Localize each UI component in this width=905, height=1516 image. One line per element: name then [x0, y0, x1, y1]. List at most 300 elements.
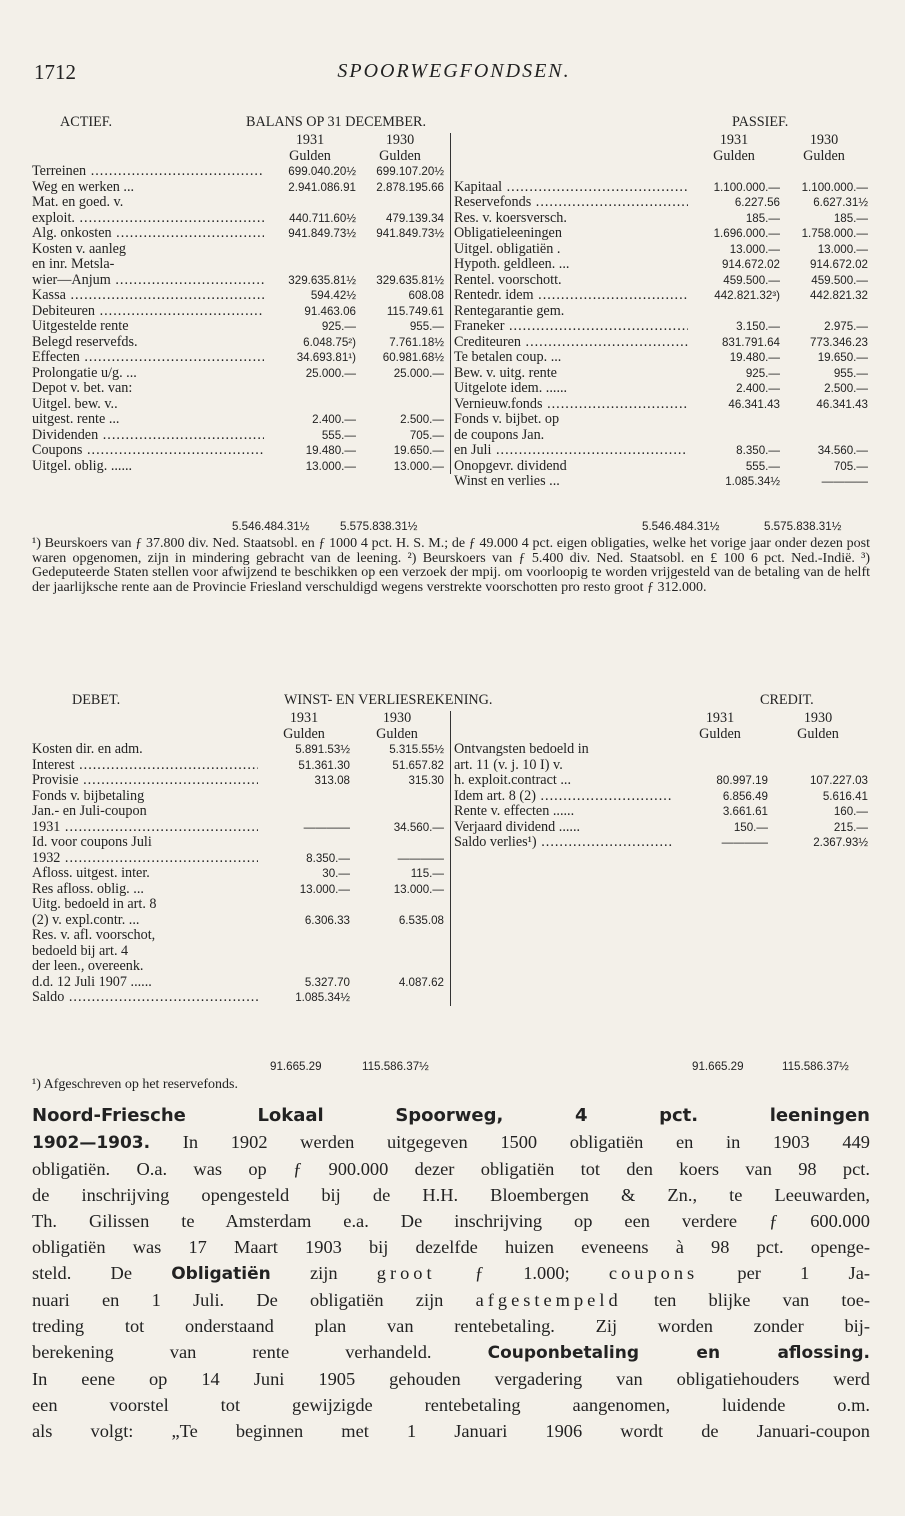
table-row	[32, 319, 450, 335]
value-1931: 831.791.64	[721, 335, 780, 349]
value-1930: 19.650.—	[817, 351, 868, 364]
para-line-7	[32, 1260, 870, 1287]
value-1931: 2.941.086.91	[288, 180, 356, 194]
value-1930: 5.315.55½	[389, 743, 444, 756]
para-line-13: als volgt: „Te beginnen met 1 Januari 1906 wordt de Januari-coupon	[32, 1421, 870, 1441]
table-row	[454, 304, 868, 320]
row-label: Bew. v. uitg. rente	[454, 365, 557, 381]
para-line-9: treding tot onderstaand plan van rentebetaling. Zij worden zonder bij-	[32, 1316, 870, 1336]
actief-label: ACTIEF.	[60, 114, 113, 130]
credit-column	[454, 711, 868, 851]
unit-header-row	[454, 149, 868, 165]
value-1931: 699.040.20½	[288, 165, 356, 178]
passief-column	[454, 133, 868, 490]
year-header-row	[32, 133, 450, 149]
table-row	[32, 335, 450, 351]
value-1930: 1.100.000.—	[801, 180, 868, 194]
value-1931: 594.42½	[310, 289, 356, 302]
value-1930: 608.08	[408, 289, 444, 302]
para-years: 1902—1903.	[32, 1133, 151, 1153]
table-row	[454, 273, 868, 289]
row-label: Crediteuren .....	[454, 335, 688, 351]
value-1930: 6.627.31½	[813, 196, 868, 209]
value-1930: 479.139.34	[385, 211, 444, 225]
actief-column	[32, 133, 451, 474]
row-label: Rentegarantie gem.	[454, 303, 565, 319]
value-1931: 1.085.34½	[725, 475, 780, 488]
passief-label: PASSIEF.	[732, 114, 789, 130]
value-1930: 13.000.—	[393, 882, 444, 896]
value-1931: 442.821.32³)	[714, 289, 780, 302]
row-label: Rente v. effecten ......	[454, 804, 575, 819]
value-1930: 60.981.68½	[382, 351, 444, 364]
table-row	[32, 742, 450, 758]
value-1931: 91.463.06	[304, 304, 356, 318]
year-1930: 1930	[809, 132, 839, 148]
row-label: Hypoth. geldleen. ...	[454, 257, 570, 272]
row-label: Afloss. uitgest. inter.	[32, 866, 150, 881]
table-row	[32, 773, 450, 789]
row-label: bedoeld bij art. 4	[32, 943, 129, 959]
table-row	[454, 773, 868, 789]
year-1930: 1930	[385, 132, 415, 148]
row-label: de coupons Jan.	[454, 427, 545, 443]
value-1930: 955.—	[833, 366, 868, 380]
value-1931: 941.849.73½	[288, 227, 356, 240]
row-label: Fonds v. bijbetaling	[32, 788, 145, 804]
total-passief-1930: 5.575.838.31½	[764, 520, 842, 533]
value-1931: 2.400.—	[736, 382, 780, 395]
value-1931: 6.227.56	[734, 196, 780, 209]
table-row	[32, 211, 450, 227]
table-row	[454, 742, 868, 758]
para-groot: groot	[376, 1263, 436, 1283]
value-1931: 13.000.—	[299, 882, 350, 896]
row-label: Res. v. afl. voorschot,	[32, 928, 156, 943]
table-row	[32, 758, 450, 774]
value-1930: 2.367.93½	[813, 836, 868, 849]
year-1930: 1930	[382, 710, 412, 726]
row-label: Uitgelote idem. ......	[454, 381, 568, 396]
row-label: Id. voor coupons Juli	[32, 835, 152, 850]
value-1931: 185.—	[745, 211, 780, 225]
balance-footnote: ¹) Beurskoers van ƒ 37.800 div. Ned. Staatsobl. en ƒ 1000 4 pct. H. S. M.; de ƒ 49.000 4 pct. eigen obligaties, welke het vorige jaar onder dezen post waren opgenomen, zijn in mindering gebracht van de leening. ²) Beurskoers van ƒ 5.400 div. Ned. Staatsobl. en £ 100 6 pct. Ned.-Indië. ³) Gedeputeerde Staten stellen voor afwijzend te beschikken op een verzoek der mpij. om voorloopig te worden vrijgesteld van de betaling van de helft der jaarlijksche rente aan de Provincie Friesland verschuldigd wegens verstrekte voorschotten pro resto groot ƒ 312.000.	[32, 536, 870, 595]
table-row	[32, 180, 450, 196]
table-row	[32, 897, 450, 913]
unit-1930: Gulden	[797, 725, 839, 742]
row-label: art. 11 (v. j. 10 I) v.	[454, 757, 563, 773]
para-line-8c: ten blijke van toe-	[621, 1290, 870, 1310]
value-1931: 5.327.70	[304, 975, 350, 989]
value-1931: 555.—	[321, 428, 356, 442]
value-1931: ————	[721, 836, 768, 849]
row-label: Uitg. bedoeld in art. 8	[32, 897, 157, 912]
value-1931: 8.350.—	[306, 851, 350, 865]
row-label: der leen., overeenk.	[32, 959, 144, 974]
value-1930: 2.500.—	[824, 382, 868, 395]
value-1930: 25.000.—	[393, 366, 444, 380]
row-label: Prolongatie u/g. ...	[32, 365, 137, 381]
unit-1931: Gulden	[699, 725, 741, 742]
para-line-3: obligatiën. O.a. was op ƒ 900.000 dezer obligatiën tot den koers van 98 pct.	[32, 1159, 870, 1179]
table-row	[454, 381, 868, 397]
value-1931: 46.341.43	[728, 397, 780, 411]
value-1931: 13.000.—	[729, 242, 780, 256]
balance-sheet-header	[32, 115, 868, 131]
table-row	[32, 397, 450, 413]
table-row	[32, 944, 450, 960]
row-label: d.d. 12 Juli 1907 ......	[32, 974, 152, 990]
year-1931: 1931	[289, 710, 319, 726]
profit-loss-title: WINST- EN VERLIESREKENING.	[284, 692, 493, 708]
table-row	[454, 226, 868, 242]
row-label: Onopgevr. dividend	[454, 458, 567, 474]
table-row	[454, 459, 868, 475]
value-1930: 13.000.—	[393, 459, 444, 473]
table-row	[454, 164, 868, 180]
unit-1930: Gulden	[803, 147, 845, 164]
table-row	[32, 242, 450, 258]
table-row	[454, 288, 868, 304]
value-1930: 107.227.03	[809, 774, 868, 787]
year-header-row	[32, 711, 450, 727]
unit-1931: Gulden	[713, 147, 755, 164]
table-row	[32, 913, 450, 929]
value-1930: 185.—	[833, 211, 868, 225]
value-1931: 925.—	[321, 320, 356, 333]
page-header	[34, 60, 874, 90]
row-label: Coupons .....	[32, 443, 264, 459]
row-label: Res. v. koersversch.	[454, 210, 567, 226]
table-row	[32, 195, 450, 211]
body-paragraph	[32, 1103, 870, 1444]
value-1931: 2.400.—	[312, 413, 356, 426]
value-1930: 51.657.82	[392, 758, 444, 772]
table-row	[32, 164, 450, 180]
para-line-7c: zijn	[270, 1263, 377, 1283]
table-row	[454, 820, 868, 836]
value-1931: 329.635.81½	[288, 273, 356, 287]
table-row	[454, 789, 868, 805]
profit-loss-account	[32, 693, 868, 1079]
value-1931: 6.856.49	[722, 789, 768, 803]
para-line-11: In eene op 14 Juni 1905 gehouden vergadering van obligatiehouders werd	[32, 1369, 870, 1389]
table-row	[454, 428, 868, 444]
row-label: Effecten .....	[32, 350, 264, 366]
value-1931: 925.—	[745, 366, 780, 380]
para-line-4: de inschrijving opengesteld bij de H.H. Bloembergen & Zn., te Leeuwarden,	[32, 1185, 870, 1205]
table-row	[454, 412, 868, 428]
row-label: Weg en werken ...	[32, 179, 135, 195]
table-row	[32, 350, 450, 366]
value-1930: 34.560.—	[817, 444, 868, 457]
year-header-row	[454, 133, 868, 149]
row-label: Vernieuw.fonds .....	[454, 397, 688, 413]
row-label: Kosten dir. en adm.	[32, 742, 143, 757]
value-1931: 6.048.75²)	[303, 335, 356, 349]
total-passief-1931: 5.546.484.31½	[642, 520, 720, 533]
value-1931: 914.672.02	[721, 258, 780, 271]
total-credit-1931: 91.665.29	[692, 1060, 744, 1073]
value-1931: 13.000.—	[305, 459, 356, 473]
table-row	[454, 804, 868, 820]
row-label: 1932 .....	[32, 851, 258, 867]
unit-1931: Gulden	[283, 725, 325, 742]
value-1930: 5.616.41	[822, 789, 868, 803]
value-1930: 2.975.—	[824, 320, 868, 333]
total-actief-1931: 5.546.484.31½	[232, 520, 310, 533]
value-1931: 19.480.—	[729, 351, 780, 364]
row-label: Uitgestelde rente	[32, 319, 129, 334]
unit-1930: Gulden	[376, 725, 418, 742]
row-label: en Juli .....	[454, 443, 688, 459]
page-number: 1712	[34, 60, 76, 84]
table-row	[32, 226, 450, 242]
value-1931: 1.085.34½	[295, 991, 350, 1004]
unit-header-row	[32, 149, 450, 165]
row-label: Mat. en goed. v.	[32, 195, 124, 210]
value-1931: 25.000.—	[305, 366, 356, 380]
row-label: h. exploit.contract ...	[454, 773, 572, 788]
table-row	[32, 459, 450, 475]
debet-label: DEBET.	[72, 692, 121, 708]
para-line-10	[32, 1339, 870, 1366]
para-line-1: Noord-Friesche Lokaal Spoorweg, 4 pct. leeningen	[32, 1105, 870, 1126]
value-1931: 555.—	[745, 459, 780, 473]
unit-header-row	[32, 727, 450, 743]
table-row	[32, 959, 450, 975]
year-1931: 1931	[705, 710, 735, 726]
para-line-2	[32, 1129, 870, 1156]
value-1931: 313.08	[314, 774, 350, 787]
table-row	[32, 975, 450, 991]
row-label: Saldo verlies¹) .....	[454, 835, 672, 851]
value-1930: 6.535.08	[398, 913, 444, 927]
row-label: wier—Anjum .....	[32, 273, 264, 289]
row-label: uitgest. rente ...	[32, 412, 120, 427]
profit-loss-header	[32, 693, 868, 709]
row-label: Kassa .....	[32, 288, 264, 304]
para-line-7e: ƒ 1.000;	[435, 1263, 609, 1283]
value-1931: 440.711.60½	[289, 211, 356, 225]
table-row	[454, 366, 868, 382]
table-row	[32, 304, 450, 320]
row-label: Depot v. bet. van:	[32, 381, 133, 396]
row-label: Reservefonds .....	[454, 195, 688, 211]
table-row	[32, 835, 450, 851]
table-row	[454, 211, 868, 227]
row-label: Kapitaal .....	[454, 180, 688, 196]
row-label: Provisie .....	[32, 773, 258, 789]
row-label: Jan.- en Juli-coupon	[32, 804, 147, 819]
table-row	[32, 381, 450, 397]
table-row	[454, 474, 868, 490]
table-row	[454, 242, 868, 258]
total-actief-1930: 5.575.838.31½	[340, 520, 418, 533]
para-couponbetaling-heading: Couponbetaling en aflossing.	[487, 1343, 870, 1363]
table-row	[32, 820, 450, 836]
balance-sheet	[32, 115, 868, 535]
value-1930: 215.—	[833, 820, 868, 834]
value-1930: 329.635.81½	[376, 273, 444, 287]
row-label: Ontvangsten bedoeld in	[454, 742, 589, 757]
para-line-8	[32, 1287, 870, 1313]
value-1930: 46.341.43	[816, 397, 868, 411]
table-row	[32, 851, 450, 867]
para-line-8a: nuari en 1 Juli. De obligatiën zijn	[32, 1290, 476, 1310]
value-1930: 4.087.62	[398, 975, 444, 989]
page-title: SPOORWEGFONDSEN.	[337, 60, 571, 82]
row-label: Kosten v. aanleg	[32, 241, 127, 257]
table-row	[454, 257, 868, 273]
para-line-7a: steld. De	[32, 1263, 172, 1283]
table-row	[454, 758, 868, 774]
year-1931: 1931	[295, 132, 325, 148]
para-line-5: Th. Gilissen te Amsterdam e.a. De inschrijving op een verdere ƒ 600.000	[32, 1211, 870, 1231]
value-1930: 19.650.—	[393, 444, 444, 457]
credit-label: CREDIT.	[760, 692, 814, 708]
year-1930: 1930	[803, 710, 833, 726]
table-row	[454, 397, 868, 413]
row-label: Winst en verlies ...	[454, 474, 560, 489]
row-label: Terreinen .....	[32, 164, 264, 180]
value-1931: 3.661.61	[722, 805, 768, 818]
total-credit-1930: 115.586.37½	[782, 1060, 849, 1073]
unit-header-row	[454, 727, 868, 743]
row-label: Dividenden .....	[32, 428, 264, 444]
row-label: Te betalen coup. ...	[454, 350, 562, 365]
para-afgestempeld: afgestempeld	[475, 1290, 622, 1310]
table-row	[454, 835, 868, 851]
value-1930: 2.500.—	[400, 413, 444, 426]
row-label: (2) v. expl.contr. ...	[32, 912, 140, 928]
value-1930: 955.—	[409, 320, 444, 333]
table-row	[454, 180, 868, 196]
value-1931: 5.891.53½	[295, 743, 350, 756]
para-line-7g: per 1 Ja-	[698, 1263, 870, 1283]
table-row	[32, 257, 450, 273]
value-1931: ————	[303, 820, 350, 834]
value-1930: 115.—	[410, 867, 444, 880]
value-1930: 315.30	[408, 774, 444, 787]
profit-loss-footnote: ¹) Afgeschreven op het reservefonds.	[32, 1077, 238, 1092]
row-label: Debiteuren .....	[32, 304, 264, 320]
value-1930: 941.849.73½	[376, 227, 444, 240]
table-row	[32, 273, 450, 289]
value-1930: 705.—	[833, 459, 868, 473]
table-row	[32, 866, 450, 882]
total-debet-1931: 91.665.29	[270, 1060, 322, 1073]
debet-column	[32, 711, 451, 1006]
unit-1930: Gulden	[379, 147, 421, 164]
value-1931: 8.350.—	[736, 444, 780, 457]
table-row	[454, 443, 868, 459]
value-1930: ————	[397, 851, 444, 865]
value-1930: 34.560.—	[393, 820, 444, 834]
table-row	[454, 350, 868, 366]
total-debet-1930: 115.586.37½	[362, 1060, 429, 1073]
row-label: Belegd reservefds.	[32, 334, 138, 350]
row-label: Verjaard dividend ......	[454, 819, 581, 835]
row-label: en inr. Metsla-	[32, 257, 115, 272]
value-1930: 773.346.23	[809, 335, 868, 349]
table-row	[454, 335, 868, 351]
table-row	[32, 928, 450, 944]
row-label: Obligatieleeningen	[454, 226, 562, 241]
year-1931: 1931	[719, 132, 749, 148]
table-row	[32, 428, 450, 444]
para-coupons: coupons	[608, 1263, 699, 1283]
value-1931: 51.361.30	[298, 758, 350, 772]
row-label: exploit. .....	[32, 211, 264, 227]
balance-title: BALANS OP 31 DECEMBER.	[246, 114, 426, 130]
row-label: Uitgel. obligatiën .	[454, 241, 561, 257]
row-label: Uitgel. bew. v..	[32, 396, 118, 412]
row-label: Franeker .....	[454, 319, 688, 335]
row-label: Alg. onkosten .....	[32, 226, 264, 242]
table-row	[454, 319, 868, 335]
value-1930: 1.758.000.—	[801, 227, 868, 240]
value-1931: 80.997.19	[716, 774, 768, 787]
table-row	[32, 288, 450, 304]
para-line-2-text: In 1902 werden uitgegeven 1500 obligatiën en in 1903 449	[150, 1132, 870, 1152]
table-row	[32, 443, 450, 459]
value-1931: 150.—	[733, 820, 768, 834]
value-1930: 115.749.61	[386, 304, 444, 318]
row-label: Res afloss. oblig. ...	[32, 881, 144, 897]
value-1930: ————	[821, 475, 868, 488]
value-1930: 914.672.02	[809, 258, 868, 271]
value-1931: 34.693.81¹)	[296, 351, 356, 364]
table-row	[32, 789, 450, 805]
value-1931: 19.480.—	[305, 444, 356, 457]
row-label: Rentedr. idem .....	[454, 288, 688, 304]
value-1930: 705.—	[409, 428, 444, 442]
value-1931: 459.500.—	[723, 273, 780, 287]
value-1930: 2.878.195.66	[376, 180, 444, 194]
year-header-row	[454, 711, 868, 727]
value-1931: 6.306.33	[304, 913, 350, 927]
value-1930: 442.821.32	[809, 289, 868, 302]
value-1931: 1.696.000.—	[713, 227, 780, 240]
value-1931: 1.100.000.—	[713, 180, 780, 194]
value-1930: 13.000.—	[817, 242, 868, 256]
row-label: 1931 .....	[32, 820, 258, 836]
value-1930: 699.107.20½	[376, 165, 444, 178]
table-row	[32, 412, 450, 428]
row-label: Saldo .....	[32, 990, 258, 1006]
table-row	[32, 804, 450, 820]
para-obligatien-heading: Obligatiën	[171, 1264, 271, 1284]
para-line-12: een voorstel tot gewijzigde rentebetaling aangenomen, luidende o.m.	[32, 1395, 870, 1415]
row-label: Fonds v. bijbet. op	[454, 412, 560, 427]
row-label: Uitgel. oblig. ......	[32, 458, 133, 474]
row-label: Rentel. voorschott.	[454, 272, 562, 288]
para-line-10a: berekening van rente verhandeld.	[32, 1342, 488, 1362]
value-1930: 7.761.18½	[389, 335, 444, 349]
table-row	[32, 366, 450, 382]
value-1930: 160.—	[833, 805, 868, 818]
table-row	[32, 990, 450, 1006]
unit-1931: Gulden	[289, 147, 331, 164]
para-line-6: obligatiën was 17 Maart 1903 bij dezelfde huizen eveneens à 98 pct. openge-	[32, 1237, 870, 1257]
row-label: Idem art. 8 (2) .....	[454, 789, 672, 805]
table-row	[32, 882, 450, 898]
value-1931: 30.—	[322, 867, 350, 880]
value-1931: 3.150.—	[736, 320, 780, 333]
value-1930: 459.500.—	[811, 273, 868, 287]
table-row	[454, 195, 868, 211]
